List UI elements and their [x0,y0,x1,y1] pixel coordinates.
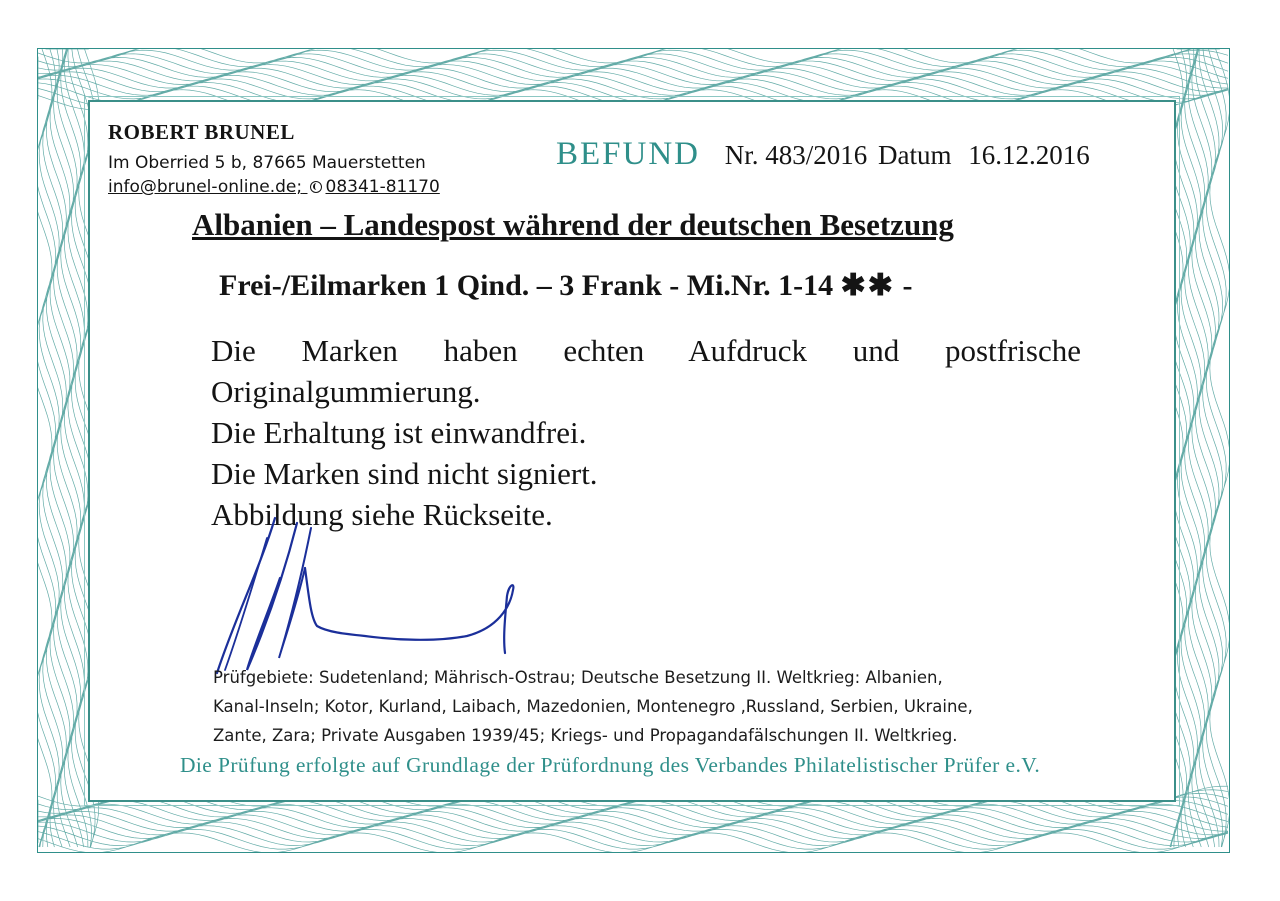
handwritten-signature [205,508,535,678]
body-line: Die Marken sind nicht signiert. [211,456,598,491]
issuer-name: ROBERT BRUNEL [108,120,295,144]
mint-stars: ✱✱ [840,269,895,302]
issuer-address: Im Oberried 5 b, 87665 Mauerstetten [108,153,426,173]
certificate-title: Albanien – Landespost während der deutschen Besetzung [192,207,954,242]
subtitle-trailing: - [902,269,913,302]
footer-block [213,663,973,750]
issuer-block [108,120,440,199]
issuer-phone: 08341-81170 [325,177,440,197]
certificate-header [556,136,1090,173]
issuer-email[interactable]: info@brunel-online.de; [108,177,303,197]
certificate-date: 16.12.2016 [968,140,1090,170]
certificate-number: 483/2016 [765,140,868,170]
footer-line: Zante, Zara; Private Ausgaben 1939/45; Kriegs- und Propagandafälschungen II. Weltkrieg. [213,726,958,745]
body-line: Abbildung siehe Rückseite. [211,497,553,532]
number-label: Nr. [724,140,759,170]
regulation-note: Die Prüfung erfolgte auf Grundlage der Prüfordnung des Verbandes Philatelistischer Prüfer e.V. [180,753,1041,777]
issuer-contact [108,175,440,199]
certificate-subtitle [219,268,912,303]
date-label: Datum [878,140,952,170]
body-line: Originalgummierung. [211,374,481,409]
footer-line: Prüfgebiete: Sudetenland; Mährisch-Ostrau; Deutsche Besetzung II. Weltkrieg: Albanien, [213,668,943,687]
footer-line: Kanal-Inseln; Kotor, Kurland, Laibach, Mazedonien, Montenegro ,Russland, Serbien, Ukraine, [213,697,973,716]
certificate-body [211,330,1081,535]
phone-icon [310,181,322,193]
certificate-type: BEFUND [556,136,701,172]
subtitle-text: Frei-/Eilmarken 1 Qind. – 3 Frank - Mi.Nr. 1-14 [219,269,834,302]
body-line: Die Erhaltung ist einwandfrei. [211,415,587,450]
body-line: Die Marken haben echten Aufdruck und postfrische [211,333,1081,368]
